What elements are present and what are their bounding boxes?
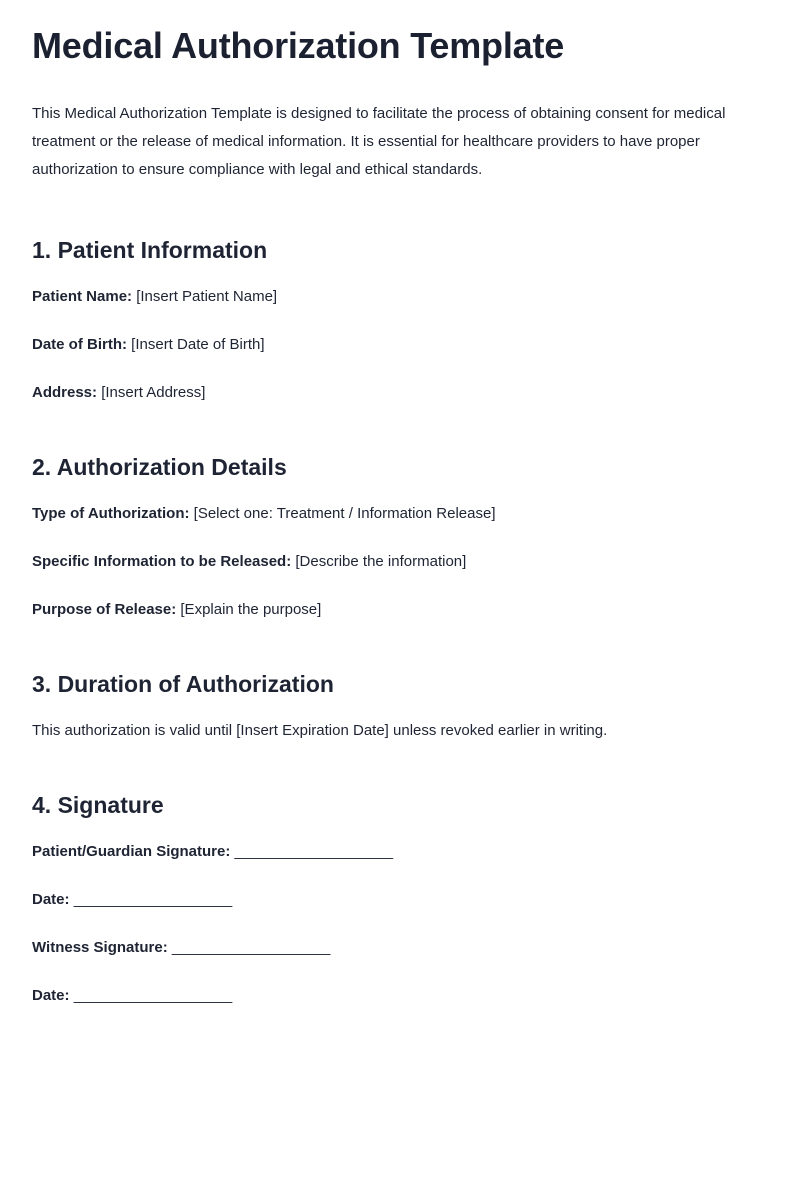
field-witness-date	[32, 984, 768, 1008]
field-value: [Insert Address]	[101, 384, 206, 401]
field-value: [Explain the purpose]	[180, 601, 322, 618]
field-specific-information	[32, 550, 768, 574]
field-label: Address:	[32, 384, 98, 401]
field-value: [Insert Date of Birth]	[131, 336, 265, 353]
field-label: Date of Birth:	[32, 336, 127, 353]
field-patient-guardian-signature	[32, 840, 768, 864]
field-value: [Insert Patient Name]	[136, 288, 278, 305]
field-date-of-birth	[32, 333, 768, 357]
field-label: Specific Information to be Released:	[32, 553, 292, 570]
intro-paragraph: This Medical Authorization Template is designed to facilitate the process of obtaining consent for medical treatment or the release of medical information. It is essential for healthcare providers to have proper authorization to ensure compliance with legal and ethical standards.	[32, 105, 726, 178]
date-line: ___________________	[73, 987, 233, 1004]
field-label: Date:	[32, 891, 70, 908]
field-label: Date:	[32, 987, 70, 1004]
field-patient-name	[32, 285, 768, 309]
duration-text: This authorization is valid until [Insert Expiration Date] unless revoked earlier in writing.	[32, 722, 608, 739]
section-heading-authorization-details: 2. Authorization Details	[32, 454, 287, 480]
field-purpose-of-release	[32, 598, 768, 622]
section-heading-signature: 4. Signature	[32, 792, 164, 818]
date-line: ___________________	[73, 891, 233, 908]
field-label: Purpose of Release:	[32, 601, 177, 618]
field-type-of-authorization	[32, 502, 768, 526]
field-label: Patient Name:	[32, 288, 133, 305]
field-signature-date	[32, 888, 768, 912]
field-label: Type of Authorization:	[32, 505, 190, 522]
signature-line: ___________________	[234, 843, 394, 860]
field-address	[32, 381, 768, 405]
field-label: Patient/Guardian Signature:	[32, 843, 231, 860]
signature-line: ___________________	[171, 939, 331, 956]
field-label: Witness Signature:	[32, 939, 168, 956]
field-witness-signature	[32, 936, 768, 960]
field-value: [Select one: Treatment / Information Release]	[193, 505, 496, 522]
section-heading-patient-information: 1. Patient Information	[32, 237, 268, 263]
field-value: [Describe the information]	[295, 553, 467, 570]
document-title: Medical Authorization Template	[32, 25, 565, 66]
section-heading-duration: 3. Duration of Authorization	[32, 671, 334, 697]
